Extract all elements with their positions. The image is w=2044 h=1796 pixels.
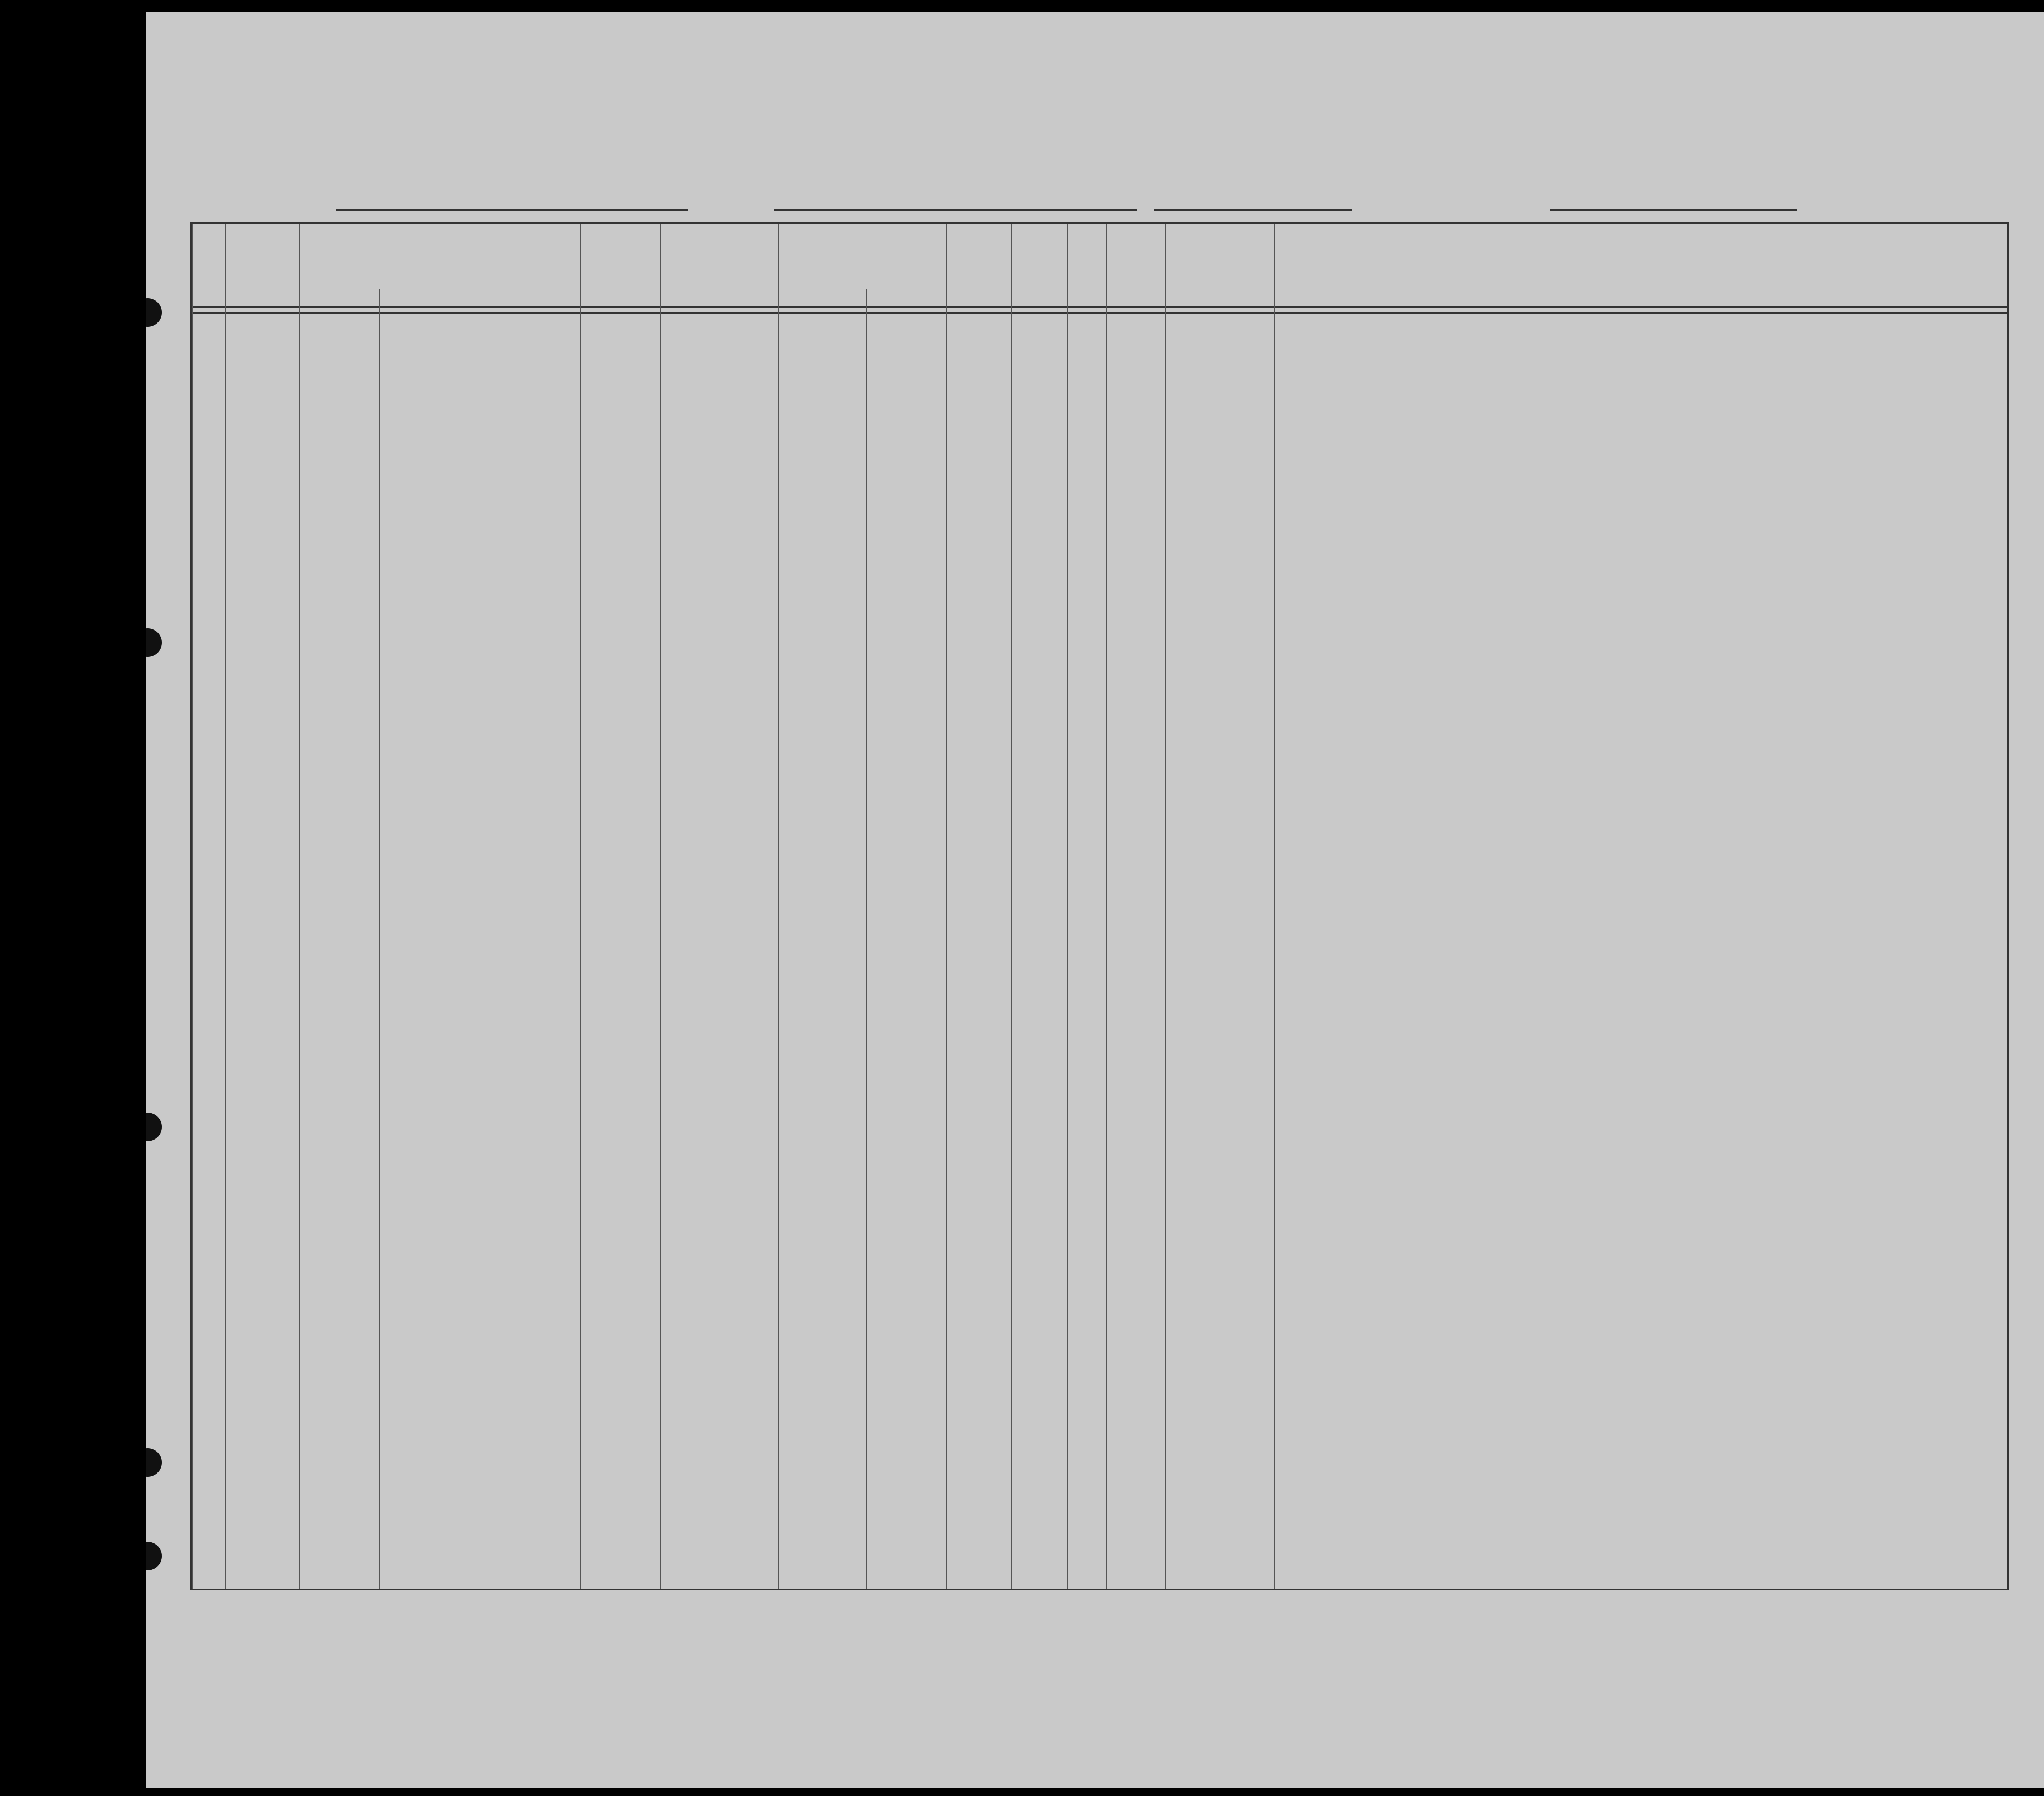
punch-hole xyxy=(146,298,162,327)
punch-hole xyxy=(146,628,162,657)
punch-hole xyxy=(146,1448,162,1477)
manifest-header xyxy=(146,12,2044,210)
punch-hole xyxy=(146,1113,162,1141)
punch-hole xyxy=(146,1542,162,1570)
vessel-line xyxy=(146,177,2044,205)
crew-table xyxy=(190,222,2009,1590)
manifest-sheet xyxy=(146,12,2044,1788)
